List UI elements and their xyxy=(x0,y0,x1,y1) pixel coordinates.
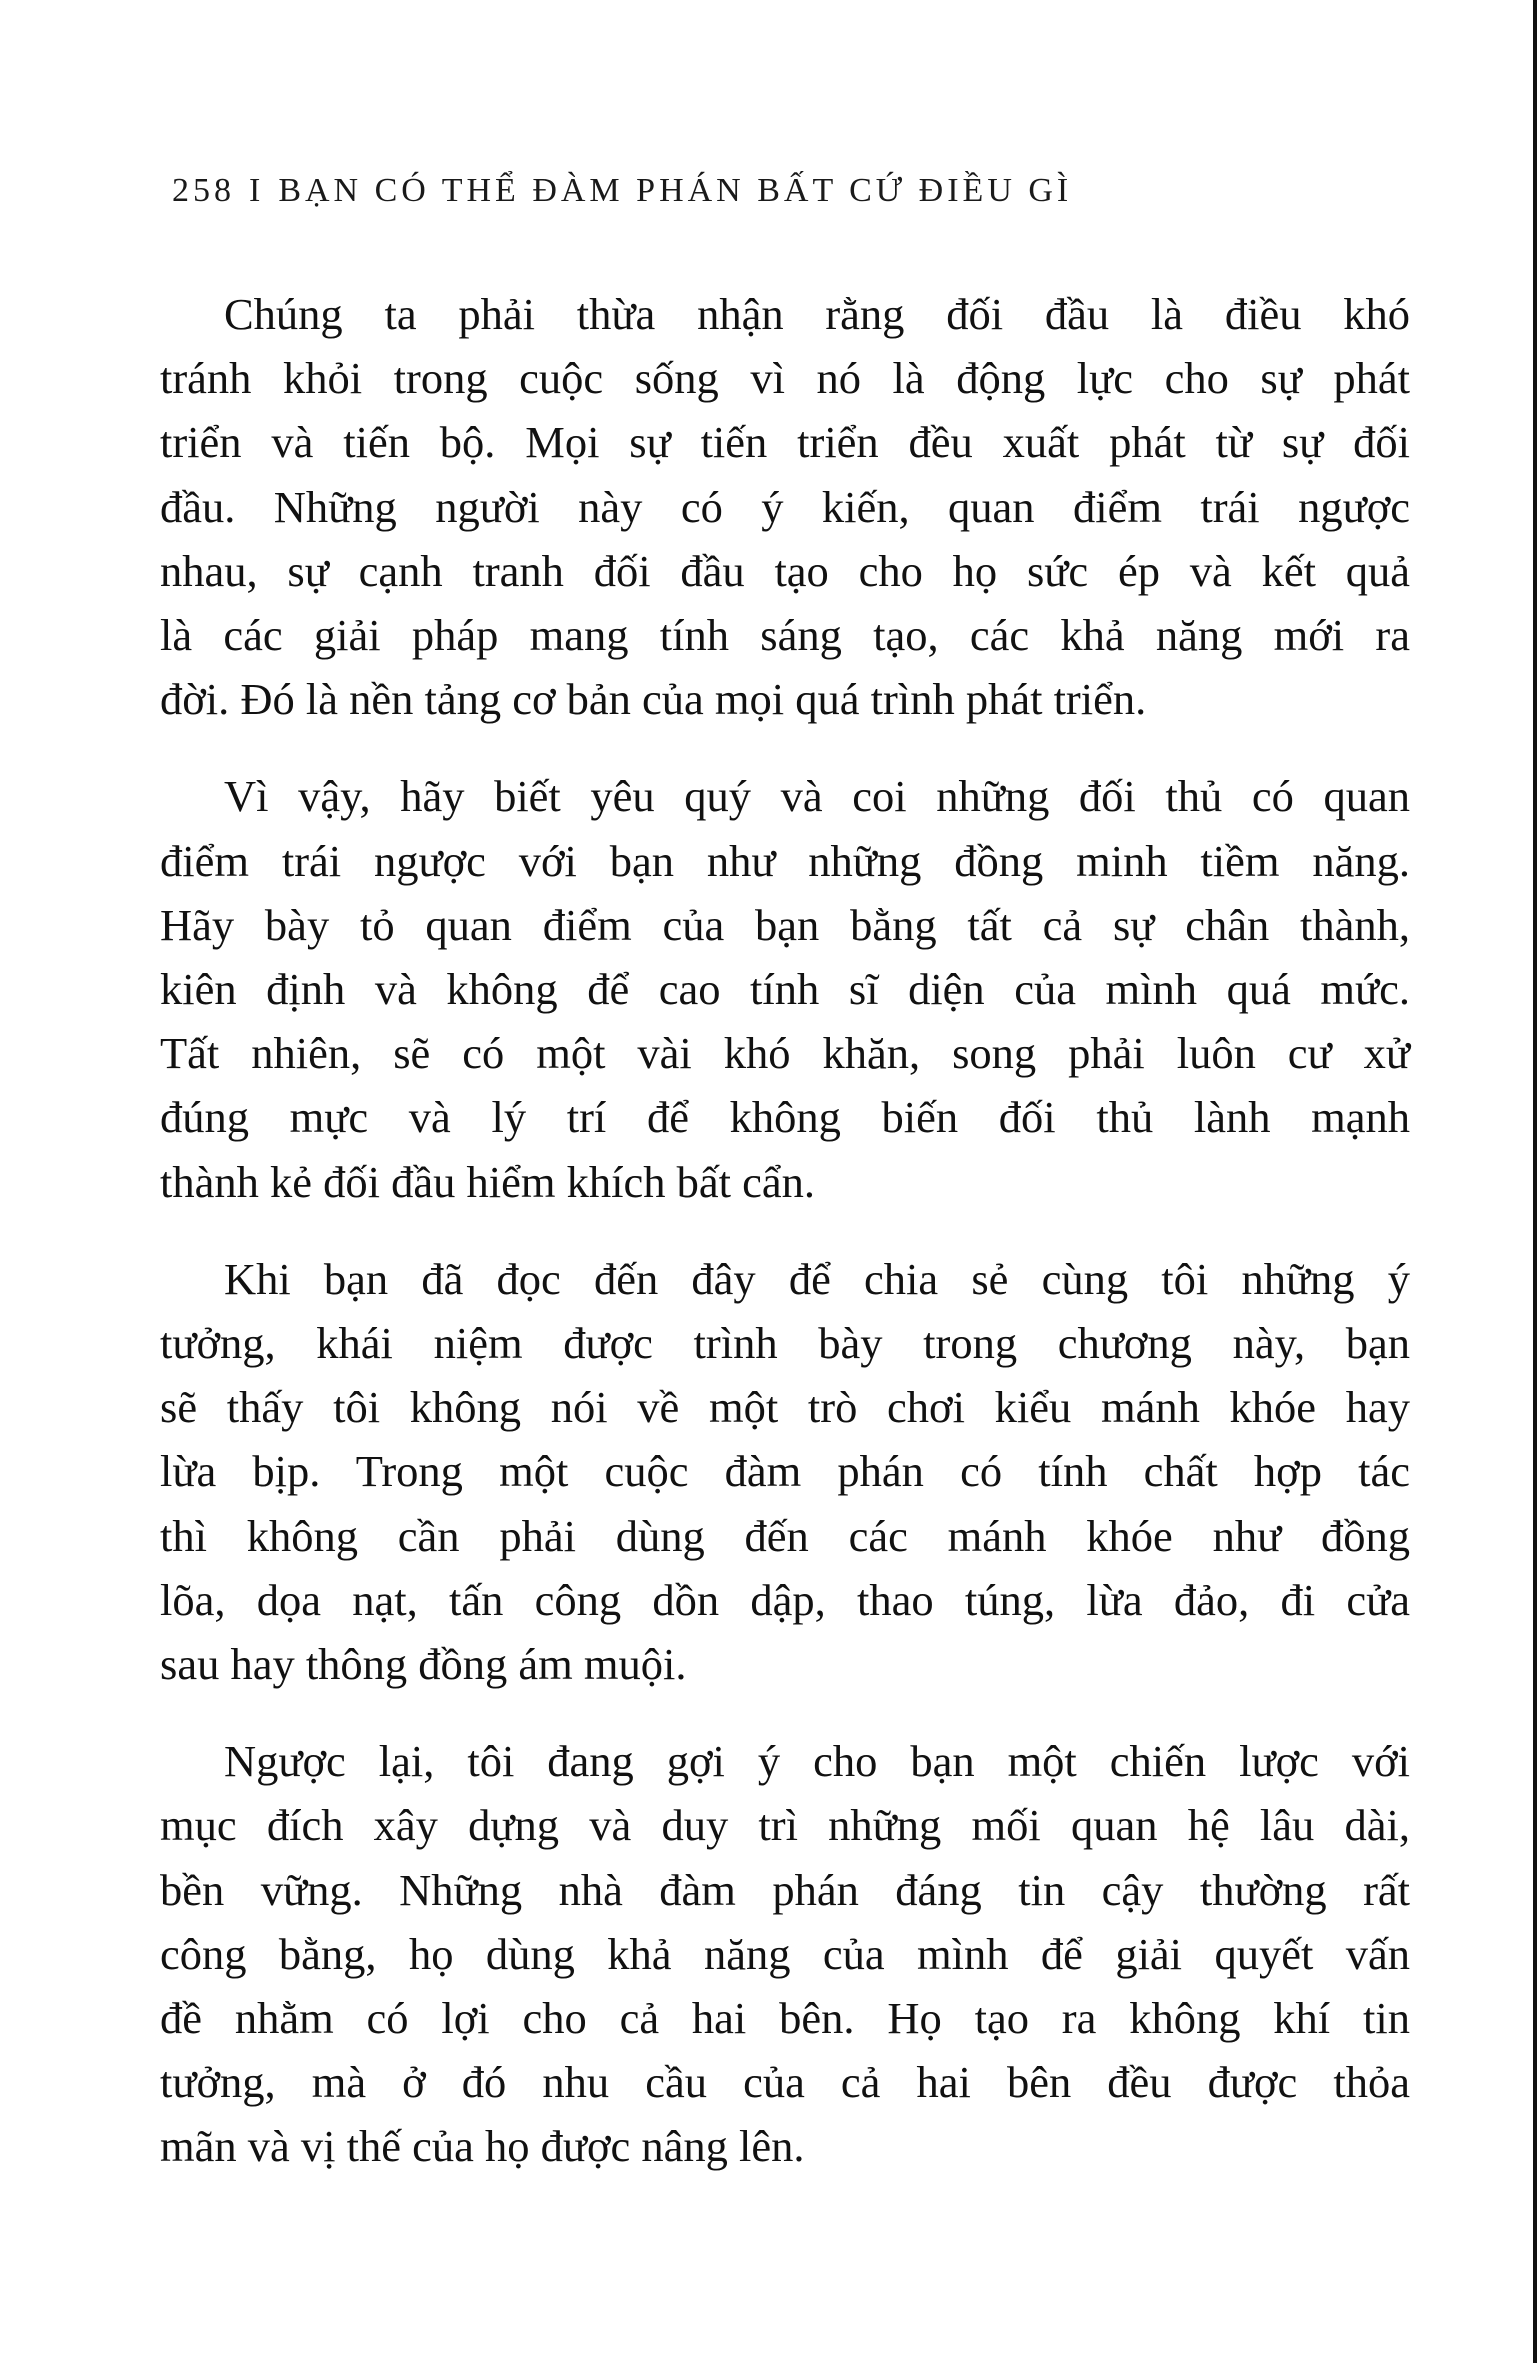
text-line: thì không cần phải dùng đến các mánh khóe như đồng xyxy=(160,1510,1410,1561)
text-line: điểm trái ngược với bạn như những đồng minh tiềm năng. xyxy=(160,835,1410,886)
text-line: bền vững. Những nhà đàm phán đáng tin cậy thường rất xyxy=(160,1864,1410,1915)
text-line: lõa, dọa nạt, tấn công dồn dập, thao túng, lừa đảo, đi cửa xyxy=(160,1574,1410,1625)
text-line: Hãy bày tỏ quan điểm của bạn bằng tất cả sự chân thành, xyxy=(160,899,1410,950)
paragraph-4 xyxy=(160,1729,1410,2178)
page-edge-border xyxy=(1533,0,1537,2363)
text-line: đời. Đó là nền tảng cơ bản của mọi quá trình phát triển. xyxy=(160,674,1147,725)
text-line: kiên định và không để cao tính sĩ diện của mình quá mức. xyxy=(160,964,1410,1015)
text-line: Chúng ta phải thừa nhận rằng đối đầu là điều khó xyxy=(224,289,1410,339)
text-line: mãn và vị thế của họ được nâng lên. xyxy=(160,2121,805,2172)
text-line: tưởng, mà ở đó nhu cầu của cả hai bên đều được thỏa xyxy=(160,2057,1410,2108)
text-line: Ngược lại, tôi đang gợi ý cho bạn một chiến lược với xyxy=(224,1736,1410,1787)
text-line: tưởng, khái niệm được trình bày trong chương này, bạn xyxy=(160,1318,1410,1369)
text-line: Khi bạn đã đọc đến đây để chia sẻ cùng tôi những ý xyxy=(224,1253,1410,1304)
text-line: đúng mực và lý trí để không biến đối thủ lành mạnh xyxy=(160,1092,1410,1143)
running-header xyxy=(172,172,1172,210)
text-line: Tất nhiên, sẽ có một vài khó khăn, song phải luôn cư xử xyxy=(160,1028,1410,1079)
text-line: nhau, sự cạnh tranh đối đầu tạo cho họ sức ép và kết quả xyxy=(160,545,1410,596)
text-line: đầu. Những người này có ý kiến, quan điểm trái ngược xyxy=(160,481,1410,532)
text-line: sẽ thấy tôi không nói về một trò chơi kiểu mánh khóe hay xyxy=(160,1382,1410,1433)
text-line: sau hay thông đồng ám muội. xyxy=(160,1639,687,1690)
text-line: mục đích xây dựng và duy trì những mối quan hệ lâu dài, xyxy=(160,1800,1410,1851)
paragraph-3 xyxy=(160,1247,1410,1696)
body-text xyxy=(160,282,1410,2212)
paragraph-1 xyxy=(160,282,1410,731)
text-line: lừa bịp. Trong một cuộc đàm phán có tính chất hợp tác xyxy=(160,1446,1410,1497)
text-line: thành kẻ đối đầu hiểm khích bất cẩn. xyxy=(160,1156,815,1207)
text-line: công bằng, họ dùng khả năng của mình để giải quyết vấn xyxy=(160,1928,1410,1979)
text-line: là các giải pháp mang tính sáng tạo, các khả năng mới ra xyxy=(160,610,1410,661)
text-line: Vì vậy, hãy biết yêu quý và coi những đối thủ có quan xyxy=(224,771,1410,822)
header-separator: I xyxy=(249,172,265,209)
book-title: BẠN CÓ THỂ ĐÀM PHÁN BẤT CỨ ĐIỀU GÌ xyxy=(278,172,1073,209)
paragraph-2 xyxy=(160,764,1410,1213)
text-line: đề nhằm có lợi cho cả hai bên. Họ tạo ra không khí tin xyxy=(160,1993,1410,2044)
page-number: 258 xyxy=(172,172,235,209)
text-line: triển và tiến bộ. Mọi sự tiến triển đều xuất phát từ sự đối xyxy=(160,417,1410,468)
text-line: tránh khỏi trong cuộc sống vì nó là động lực cho sự phát xyxy=(160,353,1410,404)
